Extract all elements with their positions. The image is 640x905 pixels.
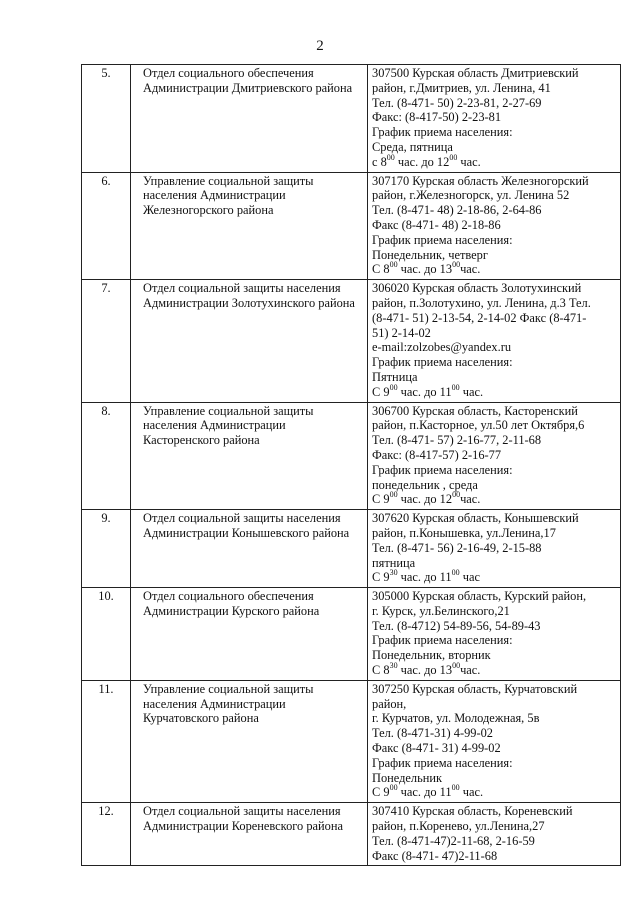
contact-line: Тел. (8-471-47)2-11-68, 2-16-59 [372, 833, 535, 848]
table-row [82, 588, 621, 681]
contact-line: Тел. (8-471- 48) 2-18-86, 2-64-86 [372, 203, 542, 218]
contact-line: Факс (8-471- 48) 2-18-86 [372, 217, 501, 232]
contact-line: 307410 Курская область, Кореневский [372, 804, 573, 819]
contact-details [368, 172, 621, 280]
contact-line: Тел. (8-4712) 54-89-56, 54-89-43 [372, 618, 541, 633]
contact-line: Тел. (8-471- 56) 2-16-49, 2-15-88 [372, 540, 542, 555]
hours-sup1: 00 [389, 783, 398, 793]
contact-line: г. Курск, ул.Белинского,21 [372, 603, 510, 618]
hours-sup1: 00 [389, 382, 398, 392]
hours-suffix: час. [459, 384, 484, 399]
table-row [82, 680, 621, 802]
reception-hours [372, 785, 616, 800]
row-number: 6. [82, 172, 131, 280]
organization-name: Управление социальной защиты населения Администрации Железногорского района [131, 172, 368, 280]
row-number: 5. [82, 65, 131, 173]
hours-sup1: 30 [389, 568, 398, 578]
contact-line: понедельник , среда [372, 477, 478, 492]
contact-details [368, 65, 621, 173]
contact-line: Тел. (8-471-31) 4-99-02 [372, 726, 493, 741]
contact-line: Среда, пятница [372, 139, 453, 154]
contact-line: район, г.Железногорск, ул. Ленина 52 [372, 188, 570, 203]
hours-prefix: С 9 [372, 570, 390, 585]
contact-line: График приема населения: [372, 355, 513, 370]
contact-line: Факс: (8-417-50) 2-23-81 [372, 110, 502, 125]
contact-line: График приема населения: [372, 633, 513, 648]
hours-prefix: С 9 [372, 384, 390, 399]
hours-prefix: С 9 [372, 785, 390, 800]
hours-sup2: 00 [451, 783, 460, 793]
contact-line: e-mail:zolzobes@yandex.ru [372, 340, 512, 355]
table-row [82, 65, 621, 173]
row-number: 9. [82, 510, 131, 588]
hours-middle: час. до 12 [397, 492, 453, 507]
contact-line: район, [372, 696, 407, 711]
contact-line: Тел. (8-471- 50) 2-23-81, 2-27-69 [372, 95, 542, 110]
contact-line: Факс (8-471- 47)2-11-68 [372, 848, 498, 863]
hours-prefix: С 9 [372, 492, 390, 507]
hours-sup2: 00 [451, 382, 460, 392]
reception-hours [372, 152, 616, 170]
table-row [82, 280, 621, 402]
contact-line: 306700 Курская область, Касторенский [372, 403, 578, 418]
contact-line: район, п.Касторное, ул.50 лет Октября,6 [372, 418, 585, 433]
page-number: 2 [316, 38, 324, 54]
row-number: 12. [82, 803, 131, 866]
table-row [82, 803, 621, 866]
hours-sup2: 00 [451, 568, 460, 578]
hours-middle: час. до 12 [394, 154, 450, 169]
reception-hours [372, 382, 616, 400]
hours-middle: час. до 13 [397, 663, 453, 678]
row-number: 7. [82, 280, 131, 402]
organization-name: Отдел социальной защиты населения Администрации Кореневского района [131, 803, 368, 866]
hours-middle: час. до 11 [397, 384, 452, 399]
hours-suffix: час [459, 570, 480, 585]
hours-sup2: 00 [449, 152, 458, 162]
contact-details [368, 280, 621, 402]
contact-line: район, п.Конышевка, ул.Ленина,17 [372, 525, 556, 540]
organization-name: Отдел социального обеспечения Администрации Дмитриевского района [131, 65, 368, 173]
row-number: 10. [82, 588, 131, 681]
hours-middle: час. до 13 [397, 262, 453, 277]
hours-suffix: час. [460, 262, 481, 277]
reception-hours [372, 492, 616, 507]
hours-prefix: С 8 [372, 663, 390, 678]
contact-line: г. Курчатов, ул. Молодежная, 5в [372, 711, 540, 726]
reception-hours [372, 660, 616, 678]
hours-suffix: час. [457, 154, 481, 169]
contact-details [368, 402, 621, 510]
hours-sup2: 00 [452, 660, 461, 670]
contact-line: График приема населения: [372, 125, 513, 140]
row-number: 11. [82, 680, 131, 802]
hours-suffix: час. [460, 663, 481, 678]
contact-line: Факс (8-471- 31) 4-99-02 [372, 741, 501, 756]
organization-name: Отдел социальной защиты населения Администрации Золотухинского района [131, 280, 368, 402]
reception-hours [372, 570, 616, 585]
table-row [82, 402, 621, 510]
contact-line: Пятница [372, 369, 418, 384]
contact-line: пятница [372, 555, 416, 570]
hours-middle: час. до 11 [397, 570, 452, 585]
contact-line: район, п.Золотухино, ул. Ленина, д.3 Тел. [372, 295, 591, 310]
hours-sup2: 00 [452, 260, 461, 270]
organization-name: Управление социальной защиты населения Администрации Касторенского района [131, 402, 368, 510]
contact-line: График приема населения: [372, 232, 513, 247]
contact-line: район, п.Коренево, ул.Ленина,27 [372, 819, 545, 834]
organization-name: Отдел социального обеспечения Администрации Курского района [131, 588, 368, 681]
row-number: 8. [82, 402, 131, 510]
table-row [82, 510, 621, 588]
reception-hours [372, 262, 616, 277]
contact-line: 307170 Курская область Железногорский [372, 173, 589, 188]
contact-details [368, 588, 621, 681]
hours-suffix: час. [459, 785, 484, 800]
contact-line: Тел. (8-471- 57) 2-16-77, 2-11-68 [372, 433, 542, 448]
organization-name: Отдел социальной защиты населения Администрации Конышевского района [131, 510, 368, 588]
hours-sup1: 00 [389, 260, 398, 270]
contact-line: График приема населения: [372, 462, 513, 477]
hours-prefix: С 8 [372, 262, 390, 277]
contact-line: Понедельник, вторник [372, 648, 491, 663]
contact-line: 51) 2-14-02 [372, 325, 431, 340]
organization-name: Управление социальной защиты населения Администрации Курчатовского района [131, 680, 368, 802]
contact-details [368, 510, 621, 588]
hours-sup2: 00 [452, 490, 461, 500]
hours-prefix: с 8 [372, 154, 387, 169]
contact-line: 306020 Курская область Золотухинский [372, 281, 582, 296]
hours-sup1: 00 [389, 490, 398, 500]
hours-sup1: 30 [389, 660, 398, 670]
contact-line: Понедельник [372, 770, 443, 785]
contacts-table-body [82, 65, 621, 866]
contact-line: (8-471- 51) 2-13-54, 2-14-02 Факс (8-471- [372, 310, 587, 325]
contact-line: 307620 Курская область, Конышевский [372, 511, 579, 526]
hours-suffix: час. [460, 492, 481, 507]
contacts-table [81, 64, 621, 866]
contact-line: 307500 Курская область Дмитриевский [372, 66, 579, 80]
contact-line: 307250 Курская область, Курчатовский [372, 681, 578, 696]
contact-line: 305000 Курская область, Курский район, [372, 589, 587, 604]
contact-line: Факс: (8-417-57) 2-16-77 [372, 447, 502, 462]
hours-middle: час. до 11 [397, 785, 452, 800]
contact-line: район, г.Дмитриев, ул. Ленина, 41 [372, 80, 551, 95]
contact-details [368, 680, 621, 802]
table-row [82, 172, 621, 280]
contact-details [368, 803, 621, 866]
hours-sup1: 00 [386, 152, 395, 162]
contact-line: График приема населения: [372, 755, 513, 770]
contact-line: Понедельник, четверг [372, 247, 488, 262]
